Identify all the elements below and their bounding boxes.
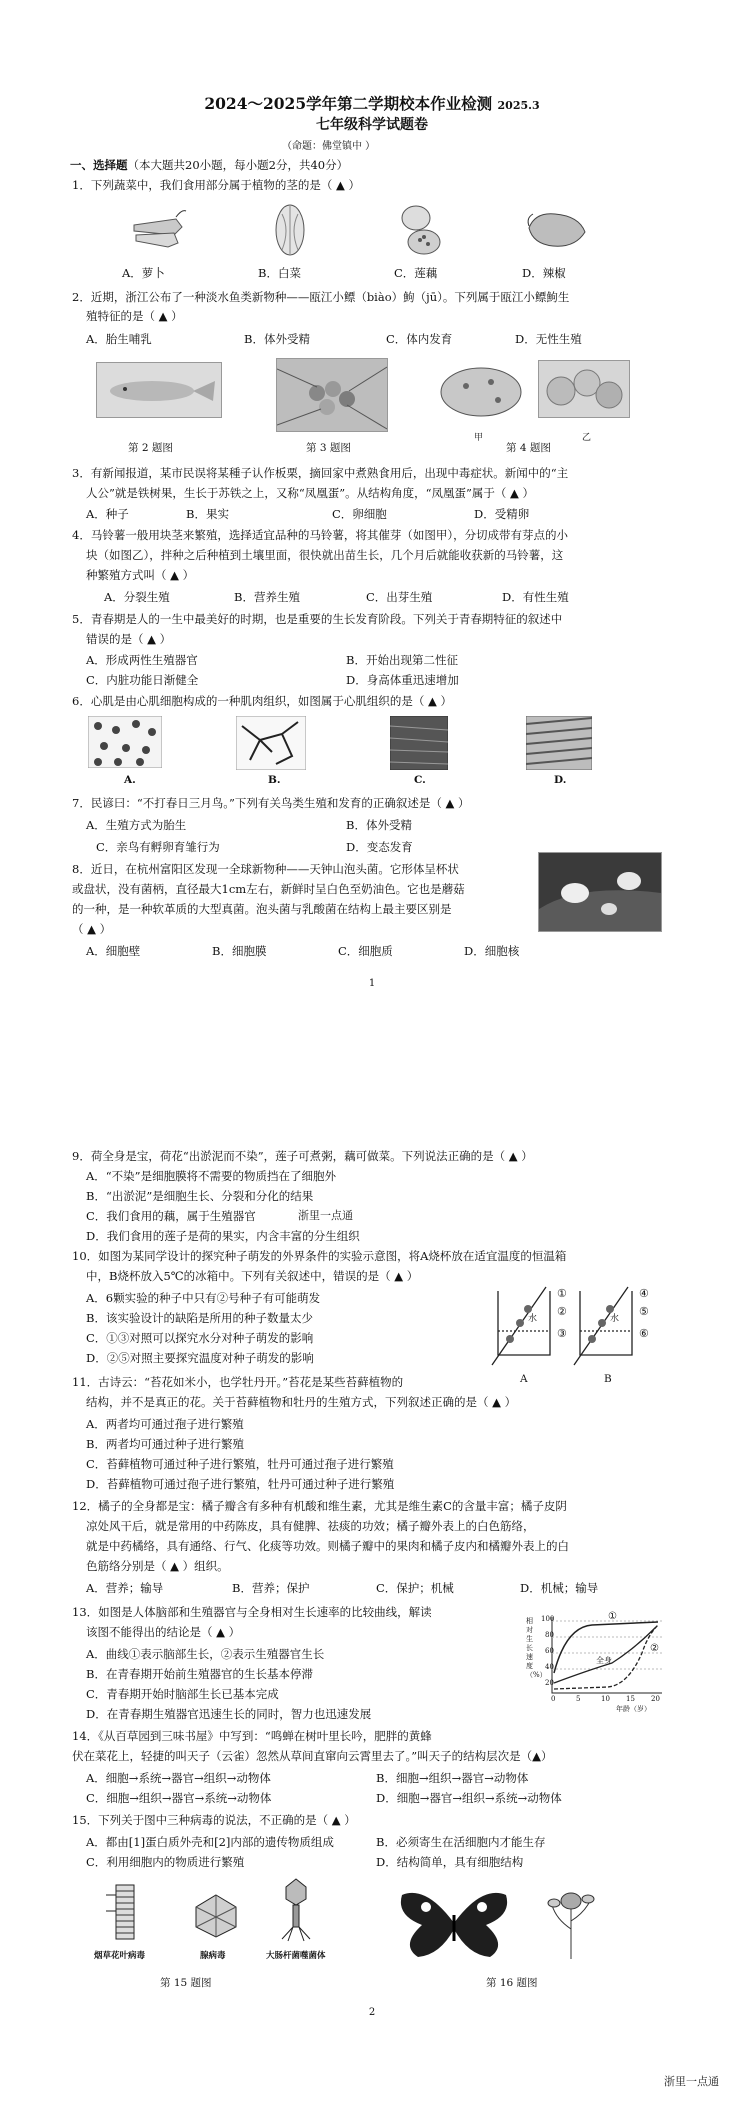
- q2-option-a[interactable]: A．胎生哺乳: [86, 332, 152, 346]
- q9-stem: 9．荷全身是宝，荷花“出淤泥而不染”，莲子可煮粥，藕可做菜。下列说法正确的是（ ▲ ）: [72, 1149, 533, 1163]
- q2-stem-line2: 殖特征的是（ ▲ ）: [86, 309, 183, 323]
- q12-option-d[interactable]: D．机械；输导: [520, 1581, 599, 1595]
- q14-option-d[interactable]: D．细胞→器官→组织→系统→动物体: [376, 1791, 562, 1805]
- chart-xtick-0: 0: [551, 1695, 556, 1703]
- exam-author: （命题：佛堂镇中 ）: [282, 141, 376, 152]
- q4-option-b[interactable]: B．营养生殖: [234, 590, 300, 604]
- chart-ytick-80: 80: [545, 1631, 554, 1639]
- q2-option-d[interactable]: D．无性生殖: [515, 332, 582, 346]
- q14-option-c[interactable]: C．细胞→组织→器官→系统→动物体: [86, 1791, 272, 1805]
- q8-option-d[interactable]: D．细胞核: [464, 944, 520, 958]
- q7-option-d[interactable]: D．变态发育: [346, 840, 413, 854]
- beaker-label-6: ⑥: [639, 1327, 649, 1340]
- potato-pieces-picture: [538, 360, 630, 418]
- tobacco-mosaic-virus-picture: [104, 1881, 148, 1943]
- q15-option-d[interactable]: D．结构简单，具有细胞结构: [376, 1855, 524, 1869]
- exam-subtitle: 七年级科学试题卷: [316, 117, 428, 133]
- q10-option-a[interactable]: A．6颗实验的种子中只有②号种子有可能萌发: [86, 1291, 321, 1305]
- q10-option-b[interactable]: B．该实验设计的缺陷是所用的种子数量太少: [86, 1311, 313, 1325]
- q4-option-c[interactable]: C．出芽生殖: [366, 590, 433, 604]
- footer-watermark: 浙里一点通: [664, 2075, 719, 2088]
- q9-option-b[interactable]: B．“出淤泥”是细胞生长、分裂和分化的结果: [86, 1189, 314, 1203]
- q13-option-a[interactable]: A．曲线①表示脑部生长，②表示生殖器官生长: [86, 1647, 325, 1661]
- q1-option-a[interactable]: A．萝卜: [122, 266, 165, 280]
- chart-ylabel: 相对生长速度（%）: [526, 1617, 547, 1679]
- fig4-caption: 第 4 题图: [506, 442, 551, 454]
- q4-stem-line3: 种繁殖方式叫（ ▲ ）: [86, 568, 195, 582]
- q12-stem-line2: 凉处风干后，就是常用的中药陈皮，具有健脾、祛痰的功效；橘子瓣外表上的白色筋络，: [86, 1519, 535, 1533]
- q7-option-a[interactable]: A．生殖方式为胎生: [86, 818, 187, 832]
- q10-stem-line2: 中，B烧杯放入5℃的冰箱中。下列有关叙述中，错误的是（ ▲ ）: [86, 1269, 419, 1283]
- cycad-seed-picture: [276, 358, 388, 432]
- q6-label-c[interactable]: C.: [414, 774, 426, 786]
- q8-stem-line2: 或盘状，没有菌柄，直径最大1cm左右，新鲜时呈白色至奶油色。它也是蘑菇: [72, 882, 465, 896]
- chart-xtick-20: 20: [651, 1695, 660, 1703]
- q12-stem-line1: 12．橘子的全身都是宝：橘子瓣含有多种有机酸和维生素，尤其是维生素C的含量丰富；橘子皮阴: [72, 1499, 567, 1513]
- q5-option-a[interactable]: A．形成两性生殖器官: [86, 653, 198, 667]
- page-1: [0, 0, 744, 1020]
- q12-option-c[interactable]: C．保护；机械: [376, 1581, 454, 1595]
- q13-option-b[interactable]: B．在青春期开始前生殖器官的生长基本停滞: [86, 1667, 313, 1681]
- q12-option-b[interactable]: B．营养；保护: [232, 1581, 310, 1595]
- q9-option-d[interactable]: D．我们食用的莲子是荷的果实，内含丰富的分生组织: [86, 1229, 360, 1243]
- q11-stem-line2: 结构，并不是真正的花。关于苔藓植物和牡丹的生殖方式，下列叙述正确的是（ ▲ ）: [86, 1395, 517, 1409]
- fig4-label-jia: 甲: [474, 433, 484, 443]
- chart-xtick-15: 15: [626, 1695, 635, 1703]
- watermark-text: 浙里一点通: [298, 1209, 353, 1222]
- q1-option-c[interactable]: C．莲藕: [394, 266, 438, 280]
- page-1-number: 1: [368, 978, 376, 989]
- fig16-caption: 第 16 题图: [486, 1977, 538, 1989]
- q2-option-b[interactable]: B．体外受精: [244, 332, 310, 346]
- q2-stem-line1: 2．近期，浙江公布了一种淡水鱼类新物种——瓯江小鳔（biào）鮈（jū）。下列属于瓯江小鳔鮈生: [72, 290, 570, 304]
- beaker-a-label: A: [520, 1373, 528, 1385]
- q3-option-d[interactable]: D．受精卵: [474, 507, 530, 521]
- q3-option-a[interactable]: A．种子: [86, 507, 129, 521]
- chili-picture: [525, 204, 589, 254]
- beaker-label-2: ②: [557, 1305, 567, 1318]
- chart-curve-2-label: ②: [650, 1643, 659, 1654]
- q10-option-c[interactable]: C．①③对照可以探究水分对种子萌发的影响: [86, 1331, 314, 1345]
- section-1-heading: 一、选择题（本大题共20小题，每小题2分，共40分）: [70, 158, 349, 172]
- q2-option-c[interactable]: C．体内发育: [386, 332, 453, 346]
- fungus-picture: [538, 852, 662, 932]
- q13-option-d[interactable]: D．在青春期生殖器官迅速生长的同时，智力也迅速发展: [86, 1707, 372, 1721]
- q9-option-a[interactable]: A．“不染”是细胞膜将不需要的物质挡在了细胞外: [86, 1169, 337, 1183]
- page-2-number: 2: [368, 2007, 376, 2018]
- q7-stem: 7．民谚曰：“不打春日三月鸟。”下列有关鸟类生殖和发育的正确叙述是（ ▲ ）: [72, 796, 470, 810]
- q15-option-a[interactable]: A．都由[1]蛋白质外壳和[2]内部的遗传物质组成: [86, 1835, 334, 1849]
- beaker-label-5: ⑤: [639, 1305, 649, 1318]
- beaker-label-4: ④: [639, 1287, 649, 1300]
- tissue-c-picture: [390, 716, 448, 770]
- cabbage-picture: [270, 200, 310, 258]
- q5-option-c[interactable]: C．内脏功能日渐健全: [86, 673, 199, 687]
- q12-stem-line4: 色筋络分别是（ ▲ ）组织。: [86, 1559, 229, 1573]
- chart-curve-body-label: 全身: [596, 1656, 612, 1665]
- q8-stem-line4: （ ▲ ）: [72, 922, 112, 936]
- virus-label-tobacco: 烟草花叶病毒: [94, 1951, 146, 1961]
- plant-picture: [546, 1879, 596, 1959]
- fish-picture: [96, 362, 222, 418]
- q4-stem-line1: 4．马铃薯一般用块茎来繁殖，选择适宜品种的马铃薯，将其催芽（如图甲），分切成带有芽点的小: [72, 528, 569, 542]
- q6-label-d[interactable]: D.: [554, 774, 567, 786]
- chart-xtick-10: 10: [601, 1695, 610, 1703]
- q6-label-b[interactable]: B.: [268, 774, 281, 786]
- q10-option-d[interactable]: D．②⑤对照主要探究温度对种子萌发的影响: [86, 1351, 314, 1365]
- chart-ytick-100: 100: [541, 1615, 555, 1623]
- q1-option-b[interactable]: B．白菜: [258, 266, 301, 280]
- q15-option-b[interactable]: B．必须寄生在活细胞内才能生存: [376, 1835, 546, 1849]
- q10-stem-line1: 10．如图为某同学设计的探究种子萌发的外界条件的实验示意图，将A烧杯放在适宜温度的恒温箱: [72, 1249, 567, 1263]
- q8-option-b[interactable]: B．细胞膜: [212, 944, 267, 958]
- beaker-experiment-diagram: [488, 1285, 654, 1371]
- q8-option-a[interactable]: A．细胞壁: [86, 944, 141, 958]
- q4-option-a[interactable]: A．分裂生殖: [104, 590, 170, 604]
- q9-option-c[interactable]: C．我们食用的藕，属于生殖器官: [86, 1209, 256, 1223]
- q11-option-d[interactable]: D．苔藓植物可通过孢子进行繁殖，牡丹可通过种子进行繁殖: [86, 1477, 395, 1491]
- q11-stem-line1: 11．古诗云：“苔花如米小，也学牡丹开。”苔花是某些苔藓植物的: [72, 1375, 404, 1389]
- fig4-label-yi: 乙: [582, 433, 592, 443]
- q13-stem-line2: 该图不能得出的结论是（ ▲ ）: [86, 1625, 241, 1639]
- q11-option-a[interactable]: A．两者均可通过孢子进行繁殖: [86, 1417, 244, 1431]
- fig2-caption: 第 2 题图: [128, 442, 173, 454]
- beaker-label-1: ①: [557, 1287, 567, 1300]
- q5-stem-line1: 5．青春期是人的一生中最美好的时期，也是重要的生长发育阶段。下列关于青春期特征的叙述中: [72, 612, 563, 626]
- q4-option-d[interactable]: D．有性生殖: [502, 590, 569, 604]
- q15-option-c[interactable]: C．利用细胞内的物质进行繁殖: [86, 1855, 245, 1869]
- q1-option-d[interactable]: D．辣椒: [522, 266, 566, 280]
- q5-option-d[interactable]: D．身高体重迅速增加: [346, 673, 459, 687]
- q11-option-c[interactable]: C．苔藓植物可通过种子进行繁殖，牡丹可通过孢子进行繁殖: [86, 1457, 394, 1471]
- q5-stem-line2: 错误的是（ ▲ ）: [86, 632, 172, 646]
- q3-option-c[interactable]: C．卵细胞: [332, 507, 387, 521]
- q13-option-c[interactable]: C．青春期开始时脑部生长已基本完成: [86, 1687, 279, 1701]
- tissue-d-picture: [526, 716, 592, 770]
- fig15-caption: 第 15 题图: [160, 1977, 212, 1989]
- beaker-label-3: ③: [557, 1327, 567, 1340]
- radish-picture: [128, 205, 188, 255]
- q1-stem: 1．下列蔬菜中，我们食用部分属于植物的茎的是（ ▲ ）: [72, 178, 360, 192]
- potato-sprout-picture: [436, 362, 526, 420]
- chart-ytick-20: 20: [545, 1679, 554, 1687]
- q14-option-b[interactable]: B．细胞→组织→器官→动物体: [376, 1771, 529, 1785]
- q6-stem: 6．心肌是由心肌细胞构成的一种肌肉组织，如图属于心肌组织的是（ ▲ ）: [72, 694, 452, 708]
- q14-option-a[interactable]: A．细胞→系统→器官→组织→动物体: [86, 1771, 271, 1785]
- beaker-water-label-b: 水: [610, 1314, 620, 1324]
- q14-stem-line2: 伏在菜花上，轻捷的叫天子（云雀）忽然从草间直窜向云霄里去了。”叫天子的结构层次是（▲）: [72, 1749, 553, 1763]
- beaker-b-label: B: [604, 1373, 612, 1385]
- q11-option-b[interactable]: B．两者均可通过种子进行繁殖: [86, 1437, 244, 1451]
- q8-option-c[interactable]: C．细胞质: [338, 944, 393, 958]
- tissue-b-picture: [236, 716, 306, 770]
- q7-option-b[interactable]: B．体外受精: [346, 818, 412, 832]
- chart-ytick-60: 60: [545, 1647, 554, 1655]
- chart-ytick-40: 40: [545, 1663, 554, 1671]
- virus-label-adeno: 腺病毒: [200, 1951, 226, 1961]
- virus-label-phage: 大肠杆菌噬菌体: [266, 1951, 326, 1961]
- q8-stem-line3: 的一种，是一种软革质的大型真菌。泡头菌与乳酸菌在结构上最主要区别是: [72, 902, 452, 916]
- q3-stem-line1: 3．有新闻报道，某市民误将某種子认作板栗，摘回家中煮熟食用后，出现中毒症状。新闻中的“主: [72, 466, 569, 480]
- q4-stem-line2: 块（如图乙），拌种之后种植到土壤里面，很快就出苗生长，几个月后就能收获新的马铃薯，这: [86, 548, 564, 562]
- q5-option-b[interactable]: B．开始出现第二性征: [346, 653, 458, 667]
- butterfly-picture: [396, 1885, 512, 1961]
- q6-label-a[interactable]: A.: [124, 774, 136, 786]
- phage-picture: [276, 1877, 316, 1943]
- fig3-caption: 第 3 题图: [306, 442, 351, 454]
- q14-stem-line1: 14．《从百草园到三味书屋》中写到：“鸣蝉在树叶里长吟，肥胖的黄蜂: [72, 1729, 432, 1743]
- q3-stem-line2: 人公”就是铁树果，生长于苏铁之上，又称“凤凰蛋”。从结构角度，“凤凰蛋”属于（ ▲ ）: [86, 486, 535, 500]
- chart-curve-1-label: ①: [608, 1611, 617, 1622]
- adenovirus-picture: [190, 1891, 242, 1939]
- q3-option-b[interactable]: B．果实: [186, 507, 229, 521]
- q8-stem-line1: 8．近日，在杭州富阳区发现一全球新物种——天钟山泡头菌。它形体呈杯状: [72, 862, 459, 876]
- q7-option-c[interactable]: C．亲鸟有孵卵育雏行为: [96, 840, 220, 854]
- q12-stem-line3: 就是中药橘络，具有通络、行气、化痰等功效。则橘子瓣中的果肉和橘子皮内和橘瓣外表上的白: [86, 1539, 569, 1553]
- q13-stem-line1: 13．如图是人体脑部和生殖器官与全身相对生长速率的比较曲线，解读: [72, 1605, 432, 1619]
- tissue-a-picture: [88, 716, 162, 768]
- chart-xtick-5: 5: [576, 1695, 581, 1703]
- exam-title: 2024～2025学年第二学期校本作业检测 2025.3: [204, 94, 540, 113]
- q15-stem: 15．下列关于图中三种病毒的说法，不正确的是（ ▲ ）: [72, 1813, 356, 1827]
- chart-xlabel: 年龄（岁）: [616, 1705, 651, 1713]
- lotus-root-picture: [398, 204, 444, 256]
- page-2: [0, 1105, 744, 2104]
- beaker-water-label-a: 水: [528, 1314, 538, 1324]
- q12-option-a[interactable]: A．营养；输导: [86, 1581, 164, 1595]
